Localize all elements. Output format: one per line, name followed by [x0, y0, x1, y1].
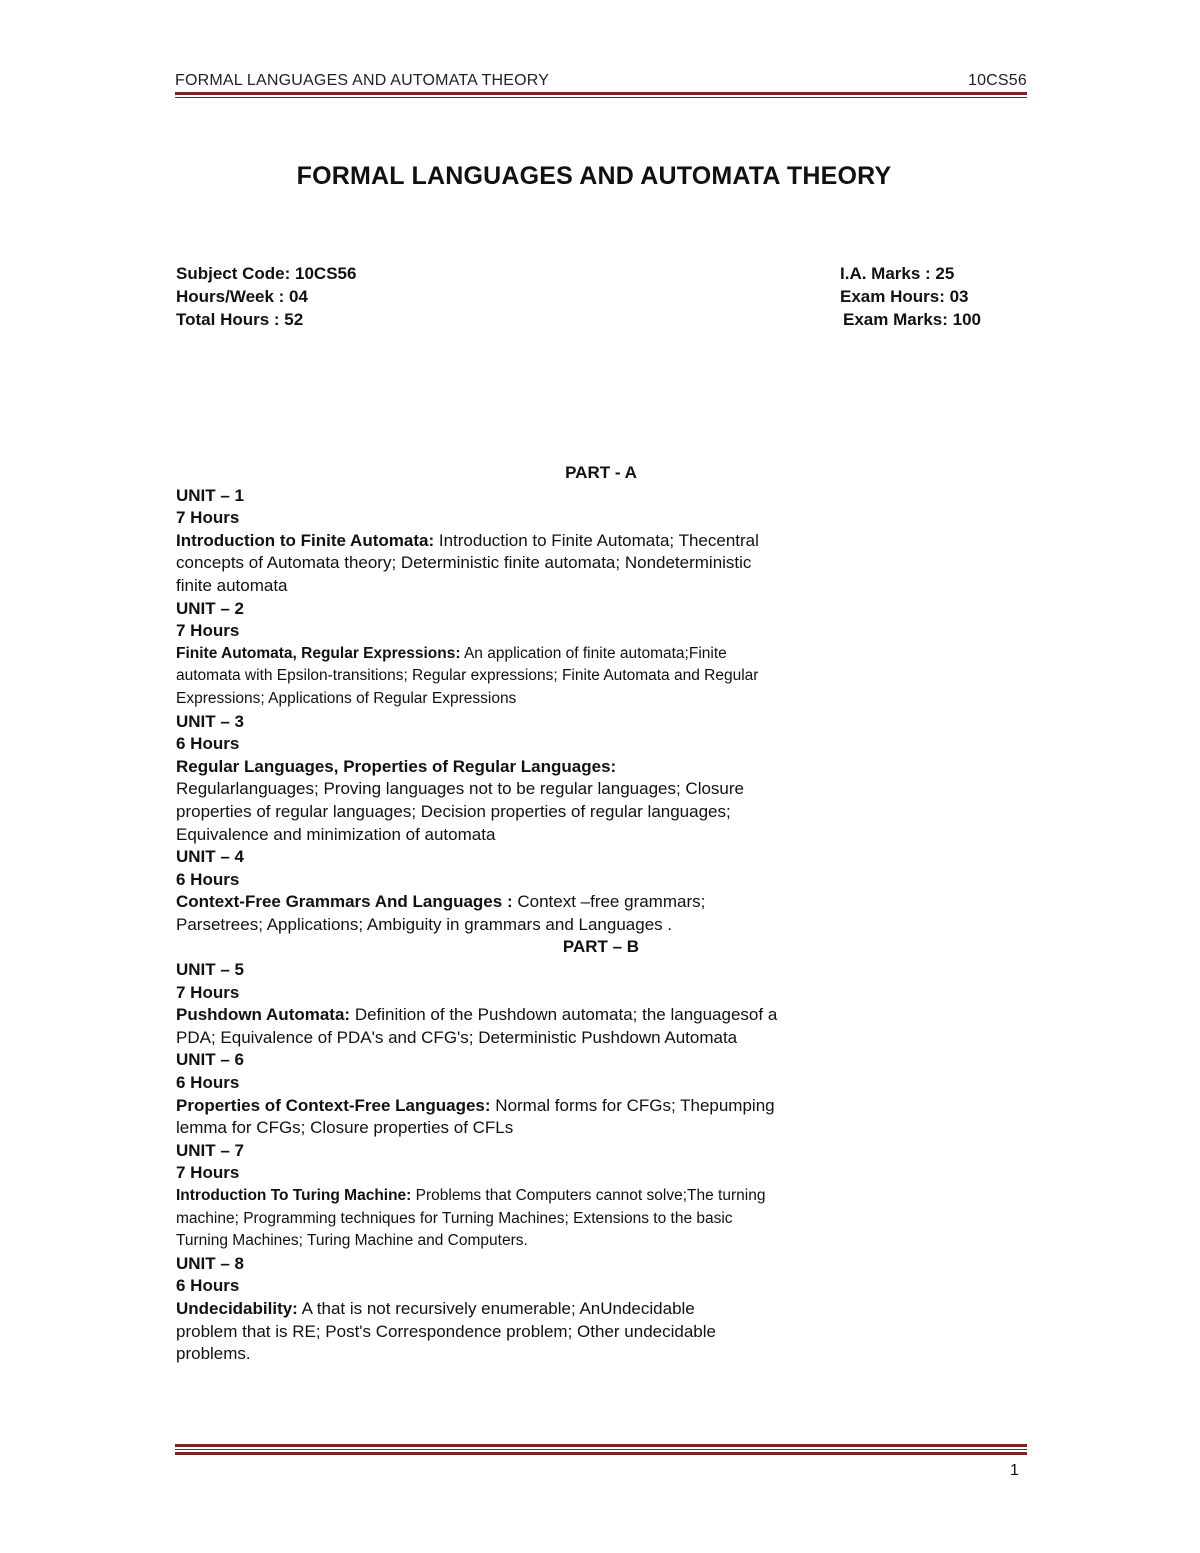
unit-hours: 7 Hours [176, 508, 240, 528]
unit-description: Definition of the Pushdown automata; the languagesof a PDA; Equivalence of PDA's and CFG's; Deterministic Pushdown Automata [176, 1005, 778, 1047]
ia-marks: I.A. Marks : 25 [840, 264, 955, 283]
header-course-code: 10CS56 [967, 72, 1027, 89]
unit-heading: UNIT – 6 [176, 1050, 245, 1070]
unit-description: Problems that Computers cannot solve;The turning machine; Programming techniques for Turning Machines; Extensions to the basic Turning Machines; Turing Machine and Computers. [176, 1187, 766, 1250]
unit-description: Normal forms for CFGs; Thepumping lemma for CFGs; Closure properties of CFLs [176, 1095, 775, 1138]
unit-hours: 6 Hours [176, 734, 240, 754]
document-title: FORMAL LANGUAGES AND AUTOMATA THEORY [296, 162, 892, 190]
unit-description: An application of finite automata;Finite automata with Epsilon-transitions; Regular expressions; Finite Automata and Regular Expressions; Applications of Regular Expressions [176, 644, 759, 707]
unit-4 [176, 846, 786, 936]
unit-topic: Finite Automata, Regular Expressions: [176, 644, 461, 662]
unit-description: Regularlanguages; Proving languages not to be regular languages; Closure properties of regular languages; Decision properties of regular languages; Equivalence and minimization of automata [176, 779, 744, 844]
subject-code: Subject Code: 10CS56 [176, 264, 357, 283]
footer-rule [175, 1444, 1027, 1455]
page-header [175, 72, 1027, 90]
header-rule [175, 92, 1027, 98]
unit-heading: UNIT – 5 [176, 960, 245, 980]
unit-description: A that is not recursively enumerable; AnUndecidable problem that is RE; Post's Correspondence problem; Other undecidable problems. [176, 1298, 716, 1364]
exam-hours: Exam Hours: 03 [840, 287, 969, 306]
unit-hours: 6 Hours [176, 1073, 240, 1093]
unit-hours: 6 Hours [176, 1276, 240, 1296]
unit-2 [176, 598, 786, 711]
unit-topic: Introduction To Turing Machine: [176, 1187, 412, 1204]
unit-hours: 7 Hours [176, 982, 240, 1002]
page-number: 1 [1010, 1462, 1019, 1479]
unit-description: Introduction to Finite Automata; Thecentral concepts of Automata theory; Deterministic finite automata; Nondeterministic finite automata [176, 530, 759, 595]
unit-7 [176, 1140, 786, 1253]
total-hours: Total Hours : 52 [176, 310, 304, 329]
unit-3 [176, 711, 786, 847]
unit-topic: Context-Free Grammars And Languages : [176, 892, 513, 912]
unit-heading: UNIT – 7 [176, 1140, 245, 1160]
unit-hours: 6 Hours [176, 869, 240, 889]
unit-8 [176, 1253, 786, 1366]
hours-week: Hours/Week : 04 [176, 287, 308, 306]
unit-topic: Regular Languages, Properties of Regular Languages: [176, 756, 617, 776]
unit-heading: UNIT – 3 [176, 711, 245, 731]
unit-topic: Properties of Context-Free Languages: [176, 1095, 491, 1115]
syllabus-content [176, 462, 786, 1366]
unit-topic: Undecidability: [176, 1298, 298, 1318]
unit-topic: Pushdown Automata: [176, 1005, 351, 1025]
part-b-heading: PART – B [562, 937, 640, 957]
unit-heading: UNIT – 1 [176, 485, 245, 505]
unit-heading: UNIT – 2 [176, 598, 245, 618]
unit-heading: UNIT – 8 [176, 1253, 245, 1273]
unit-hours: 7 Hours [176, 1163, 240, 1183]
unit-6 [176, 1049, 786, 1139]
unit-hours: 7 Hours [176, 621, 240, 641]
meta-left [176, 262, 356, 331]
unit-description: Context –free grammars; Parsetrees; Applications; Ambiguity in grammars and Languages . [176, 892, 706, 934]
meta-right [830, 262, 990, 331]
unit-heading: UNIT – 4 [176, 847, 245, 867]
unit-topic: Introduction to Finite Automata: [176, 530, 435, 550]
header-course-title: FORMAL LANGUAGES AND AUTOMATA THEORY [175, 72, 550, 89]
unit-1 [176, 485, 786, 598]
unit-5 [176, 959, 786, 1049]
exam-marks: Exam Marks: 100 [843, 310, 981, 329]
part-a-heading: PART - A [565, 463, 637, 482]
